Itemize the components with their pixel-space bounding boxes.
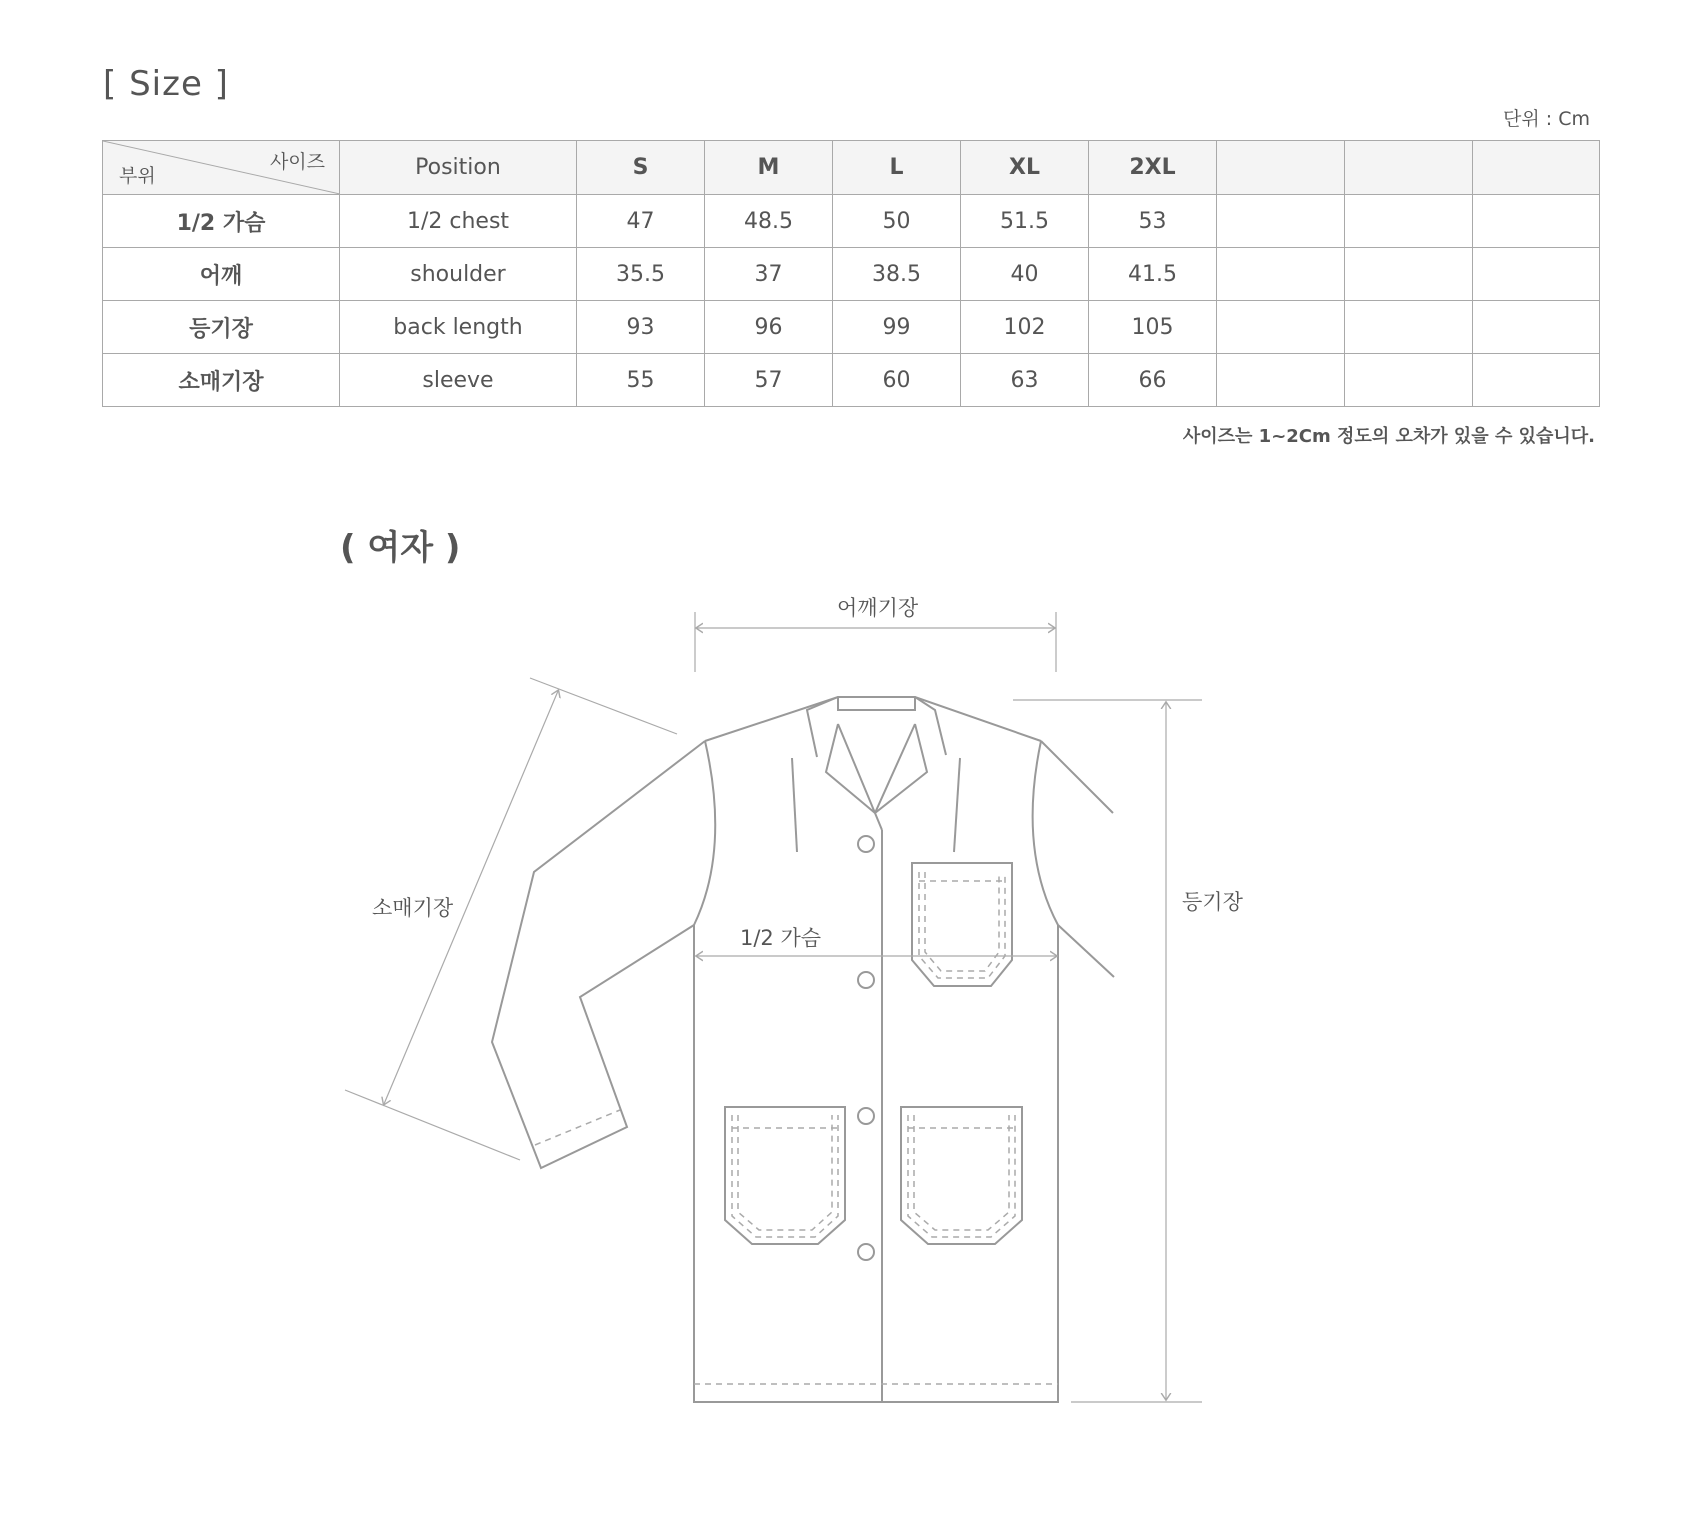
value-cell: 50	[833, 195, 961, 248]
corner-part-label: 부위	[119, 165, 156, 187]
size-header: XL	[961, 141, 1089, 195]
part-en-cell: sleeve	[340, 354, 577, 407]
part-en-cell: 1/2 chest	[340, 195, 577, 248]
value-cell: 63	[961, 354, 1089, 407]
value-cell: 55	[577, 354, 705, 407]
shoulder-measure-label: 어깨기장	[837, 596, 919, 620]
part-en-cell: shoulder	[340, 248, 577, 301]
chest-measure-label: 1/2 가슴	[740, 926, 822, 950]
unit-label: 단위 : Cm	[1503, 108, 1590, 130]
diagram-subtitle: ( 여자 )	[340, 528, 461, 568]
size-header: S	[577, 141, 705, 195]
value-cell: 38.5	[833, 248, 961, 301]
value-cell: 60	[833, 354, 961, 407]
value-cell: 66	[1089, 354, 1217, 407]
value-cell: 53	[1089, 195, 1217, 248]
size-header: L	[833, 141, 961, 195]
value-cell: 96	[705, 301, 833, 354]
part-kr-cell: 소매기장	[103, 354, 340, 407]
size-header: M	[705, 141, 833, 195]
size-tolerance-note: 사이즈는 1~2Cm 정도의 오차가 있을 수 있습니다.	[1182, 426, 1595, 447]
measure-lines	[345, 612, 1202, 1402]
part-kr-cell: 등기장	[103, 301, 340, 354]
value-cell: 40	[961, 248, 1089, 301]
value-cell: 57	[705, 354, 833, 407]
sleeve-measure-label: 소매기장	[372, 896, 454, 920]
corner-size-label: 사이즈	[269, 151, 325, 173]
part-en-cell: back length	[340, 301, 577, 354]
value-cell: 51.5	[961, 195, 1089, 248]
page-title: [ Size ]	[103, 64, 229, 104]
value-cell: 41.5	[1089, 248, 1217, 301]
back-length-measure-label: 등기장	[1182, 890, 1243, 914]
jacket-outline	[492, 697, 1114, 1402]
value-cell: 102	[961, 301, 1089, 354]
part-kr-cell: 어깨	[103, 248, 340, 301]
value-cell: 47	[577, 195, 705, 248]
value-cell: 35.5	[577, 248, 705, 301]
value-cell: 93	[577, 301, 705, 354]
value-cell: 37	[705, 248, 833, 301]
size-header: 2XL	[1089, 141, 1217, 195]
position-header: Position	[340, 141, 577, 195]
value-cell: 48.5	[705, 195, 833, 248]
part-kr-cell: 1/2 가슴	[103, 195, 340, 248]
value-cell: 105	[1089, 301, 1217, 354]
value-cell: 99	[833, 301, 961, 354]
